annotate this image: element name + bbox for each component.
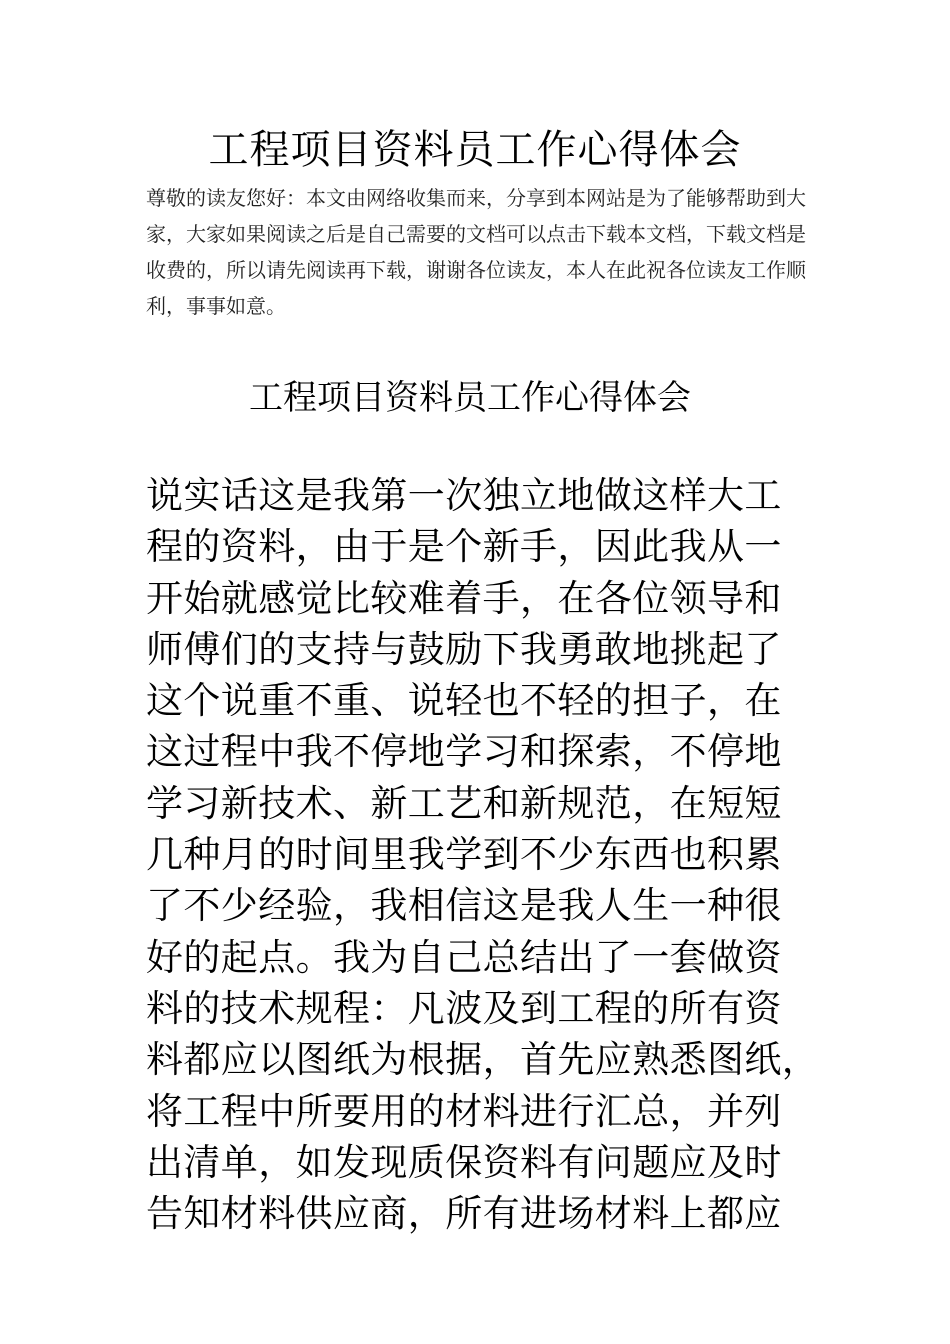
body-line: 说实话这是我第一次独立地做这样大工 [146, 474, 782, 517]
body-line: 将工程中所要用的材料进行汇总，并列 [146, 1089, 782, 1133]
body-line: 学习新技术、新工艺和新规范，在短短 [146, 781, 782, 825]
body-line: 程的资料，由于是个新手，因此我从一 [146, 525, 782, 569]
document-body [146, 470, 828, 1239]
document-subtitle: 工程项目资料员工作心得体会 [249, 378, 691, 418]
body-line: 好的起点。我为自己总结出了一套做资 [146, 935, 782, 979]
body-line: 料的技术规程：凡波及到工程的所有资 [146, 986, 782, 1030]
body-line: 了不少经验，我相信这是我人生一种很 [146, 884, 782, 928]
body-line: 几种月的时间里我学到不少东西也积累 [146, 833, 782, 877]
body-line: 告知材料供应商，所有进场材料上都应 [146, 1192, 782, 1236]
reader-notice: 尊敬的读友您好：本文由网络收集而来，分享到本网站是为了能够帮助到大家，大家如果阅读之后是自己需要的文档可以点击下载本文档，下载文档是收费的，所以请先阅读再下载，谢谢各位读友，本人在此祝各位读友工作顺利，事事如意。 [146, 186, 806, 318]
body-line: 料都应以图纸为根据，首先应熟悉图纸， [146, 1038, 820, 1082]
body-line: 出清单，如发现质保资料有问题应及时 [146, 1140, 782, 1184]
body-line: 开始就感觉比较难着手，在各位领导和 [146, 576, 782, 620]
document-title: 工程项目资料员工作心得体会 [208, 127, 742, 173]
body-line: 这个说重不重、说轻也不轻的担子，在 [146, 679, 782, 723]
body-line: 这过程中我不停地学习和探索，不停地 [146, 730, 782, 774]
body-line: 师傅们的支持与鼓励下我勇敢地挑起了 [146, 627, 782, 671]
